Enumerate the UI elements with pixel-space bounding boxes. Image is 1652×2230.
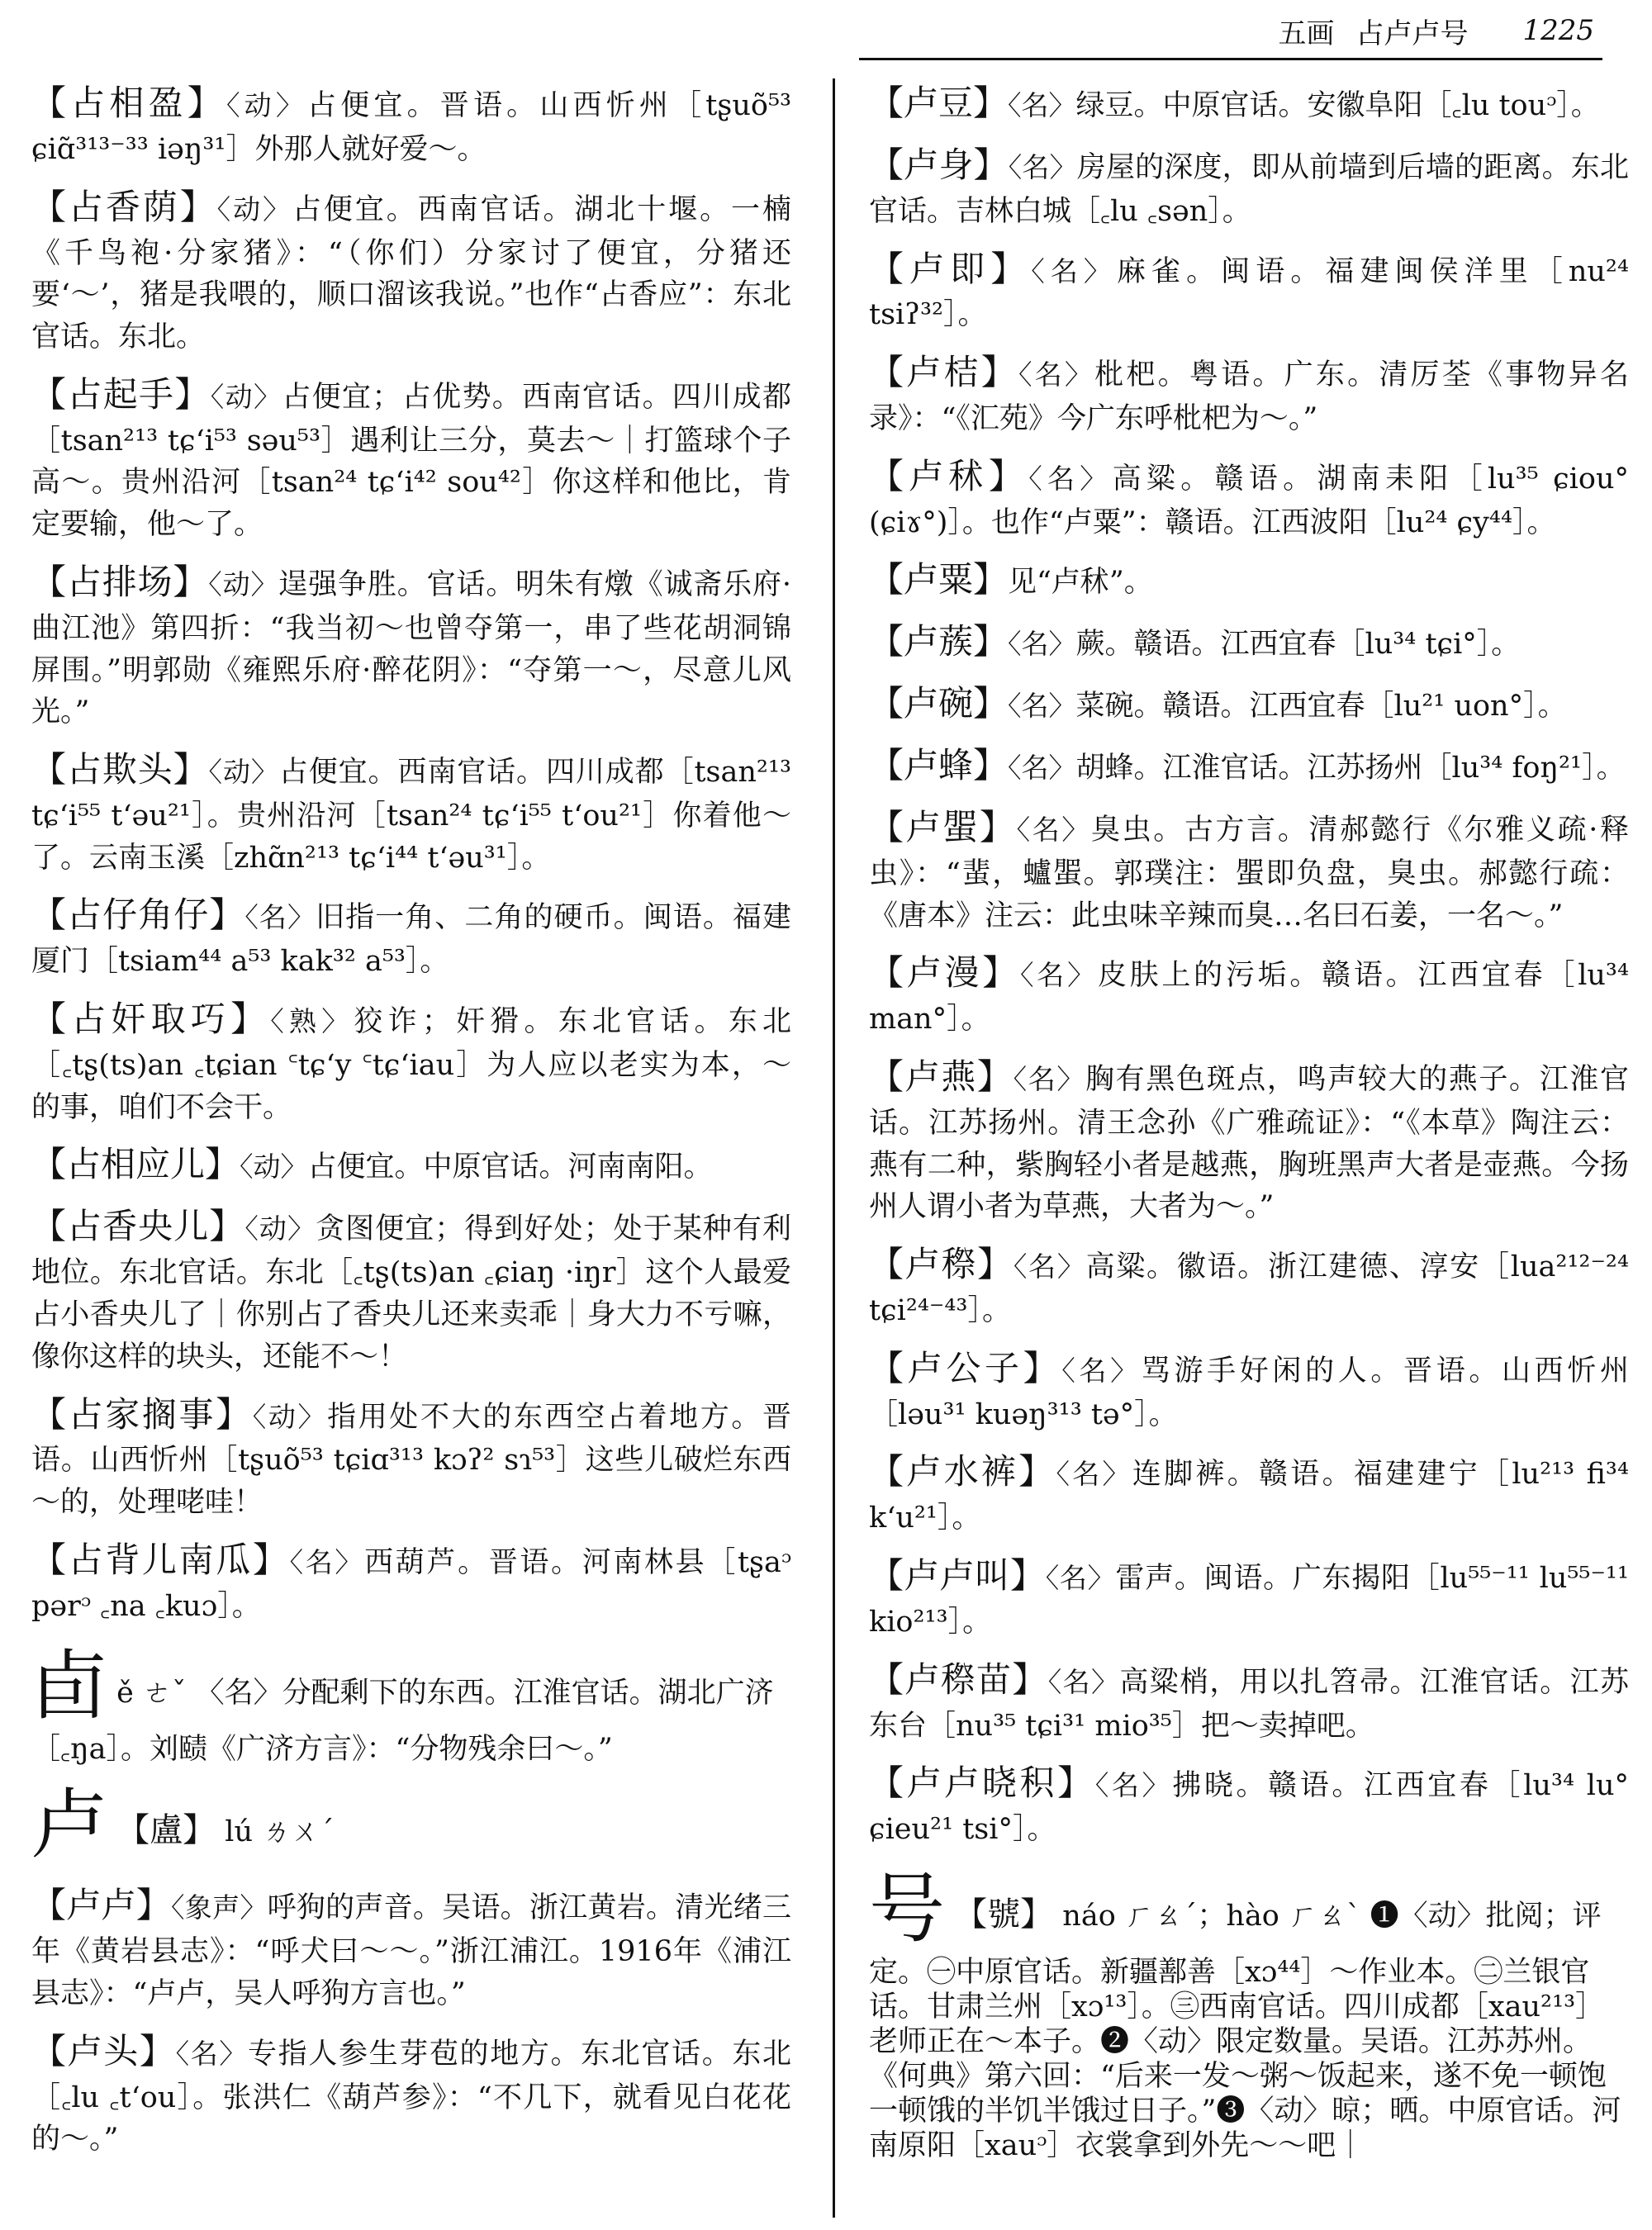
dictionary-entry [869,140,1629,233]
entry-pos: 〈名〉 [1013,1063,1086,1096]
dictionary-entry [31,1140,791,1190]
entry-definition: 旧指一角、二角的硬币。闽语。福建厦门［tsiam⁴⁴ a⁵³ kak³² a⁵³］。 [31,901,791,979]
entry-definition: 占便宜。西南官话。湖北十堰。一楠《千鸟袍·分家猪》：“（你们）分家讨了便宜，分猪还要‘～’，猪是我喂的，顺口溜该我说。”也作“占香应”：东北官话。东北。 [31,192,791,354]
radical-label: 占卢卢号 [1355,17,1469,50]
char-reading: náo ㄏㄠˊ；hào ㄏㄠˋ [1062,1900,1361,1933]
entry-definition: 占便宜。晋语。山西忻州［tʂuõ⁵³ ɕiɑ̃³¹³⁻³³ iəŋ³¹］外那人就好爱～。 [31,89,791,166]
entry-headword: 【卢卢】 [31,1885,172,1926]
entry-headword: 【卢卢叫】 [869,1555,1046,1597]
entry-headword: 【卢碗】 [869,683,1009,724]
entry-headword: 【卢卢晓积】 [869,1763,1095,1804]
entry-list [31,1881,791,2161]
entry-definition: 皮肤上的污垢。赣语。江西宜春［lu³⁴ man°］。 [869,959,1629,1037]
entry-pos: 〈动〉 [208,567,279,600]
page-header [1132,10,1594,51]
traditional-form: 【號】 [954,1896,1054,1934]
entry-definition: 雷声。闽语。广东揭阳［lu⁵⁵⁻¹¹ lu⁵⁵⁻¹¹ kio²¹³］。 [869,1562,1629,1639]
dictionary-entry [31,890,791,983]
entry-definition: 麻雀。闽语。福建闽侯洋里［nu²⁴ tsiʔ³²］。 [869,254,1629,332]
entry-definition: 蕨。赣语。江西宜春［lu³⁴ tɕi°］。 [1075,628,1521,662]
entry-definition: 高粱梢，用以扎笤帚。江淮官话。江苏东台［nu³⁵ tɕi³¹ mio³⁵］把～卖掉吧。 [869,1665,1629,1743]
entry-definition: 胸有黑色斑点，鸣声较大的燕子。江淮官话。江苏扬州。清王念孙《广雅疏证》：“《本草》陶注云：燕有二种，紫胸轻小者是越燕，胸班黑声大者是壶燕。今扬州人谓小者为草燕，大者为～。” [869,1063,1629,1224]
entry-definition: 骂游手好闲的人。晋语。山西忻州［ləu³¹ kuəŋ³¹³ tə°］。 [869,1354,1629,1431]
dictionary-entry [869,1655,1629,1748]
entry-pos: 〈熟〉 [270,1005,354,1038]
entry-definition: 拂晓。赣语。江西宜春［lu³⁴ lu° ɕieu²¹ tsi°］。 [869,1769,1629,1847]
char-heading [31,1641,791,1767]
entry-headword: 【卢水裤】 [869,1451,1056,1492]
dictionary-entry [31,745,791,879]
entry-definition: 占便宜。西南官话。四川成都［tsan²¹³ tɕʻi⁵⁵ tʻəu²¹］。贵州沿河［tsan²⁴ tɕʻi⁵⁵ tʻou²¹］你着他～了。云南玉溪［zhɑ̃n²¹³ tɕʻi⁴⁴ tʻəu³¹］。 [31,756,791,875]
dictionary-entry [869,1052,1629,1228]
entry-definition: 专指人参生芽苞的地方。东北官话。东北［꜀lu ꜀tʻou］。张洪仁《葫芦参》：“不几下，就看见白花花的～。” [31,2037,791,2156]
entry-pos: 〈名〉 [1008,690,1076,723]
dictionary-entry [869,78,1629,129]
entry-headword: 【占仔角仔】 [31,894,245,936]
dictionary-entry [31,1390,791,1524]
entry-headword: 【占家搁事】 [31,1393,253,1435]
traditional-form: 【盧】 [116,1810,216,1849]
page-number: 1225 [1522,14,1594,47]
entry-pos: 〈名〉 [1020,959,1098,992]
entry-pos: 〈名〉 [1031,254,1117,287]
entry-definition: 呼狗的声音。吴语。浙江黄岩。清光绪三年《黄岩县志》：“呼犬曰～～。”浙江浦江。1916年《浦江县志》：“卢卢，吴人呼狗方言也。” [31,1891,791,2010]
entry-headword: 【占香荫】 [31,186,217,227]
dictionary-entry [869,741,1629,791]
entry-headword: 【占奸取巧】 [31,999,271,1040]
entry-pos: 〈象声〉 [171,1891,268,1924]
dictionary-entry [31,183,791,358]
entry-headword: 【卢燕】 [869,1056,1014,1098]
entry-headword: 【卢秫】 [869,455,1029,496]
entry-headword: 【占相应儿】 [31,1144,240,1185]
entry-pos: 〈名〉 [1061,1354,1142,1387]
dictionary-entry [869,1447,1629,1540]
dictionary-entry [31,558,791,733]
dictionary-entry [869,244,1629,337]
entry-headword: 【卢蜂】 [869,745,1009,786]
entry-pos: 〈动〉 [225,89,308,121]
char-reading: ě ㄜˇ [116,1676,187,1710]
entry-headword: 【卢漫】 [869,952,1021,994]
dictionary-entry [869,1240,1629,1332]
entry-pos: 〈动〉 [216,192,292,225]
dictionary-entry [869,452,1629,544]
entry-pos: 〈名〉 [1047,1665,1120,1698]
entry-headword: 【卢桔】 [869,352,1018,393]
entry-pos: 〈名〉 [1008,752,1076,785]
entry-headword: 【卢粟】 [869,559,1009,600]
entry-headword: 【占起手】 [31,373,211,415]
dictionary-entry [869,1551,1629,1644]
dictionary-entry [869,617,1629,667]
head-char: 卢 [31,1780,108,1869]
entry-definition: 房屋的深度，即从前墙到后墙的距离。东北官话。吉林白城［꜀lu ꜀sən］。 [869,150,1629,228]
entry-headword: 【卢豆】 [869,83,1009,123]
head-char: 卣 [31,1641,108,1730]
dictionary-entry [31,1881,791,2014]
entry-pos: 〈动〉 [244,1212,316,1245]
entry-pos: 〈名〉 [1018,358,1095,391]
entry-headword: 【占背儿南瓜】 [31,1539,290,1580]
dictionary-entry [869,1344,1629,1436]
entry-definition: 胡蜂。江淮官话。江苏扬州［lu³⁴ foŋ²¹］。 [1075,752,1626,785]
entry-headword: 【卢蜰】 [869,807,1017,848]
dictionary-entry [869,803,1629,937]
entry-pos: 〈名〉 [1008,628,1076,661]
entry-pos: 〈名〉 [244,901,316,934]
dictionary-entry [869,679,1629,729]
entry-headword: 【卢头】 [31,2030,176,2071]
entry-definition: 西葫芦。晋语。河南林县［tʂaᵓ pərᵓ ꜀na ꜀kuɔ］。 [31,1545,791,1623]
entry-definition: 占便宜；占优势。西南官话。四川成都［tsan²¹³ tɕʻi⁵³ səu⁵³］遇利让三分，莫去～｜打篮球个子高～。贵州沿河［tsan²⁴ tɕʻi⁴² sou⁴²］你这样和他比，肯定要输，他～了。 [31,380,791,542]
entry-pos: 〈名〉 [1056,1458,1132,1491]
dictionary-entry [869,555,1629,605]
entry-headword: 【卢身】 [869,144,1009,185]
entry-definition: 连脚裤。赣语。福建建宁［lu²¹³ fi³⁴ kʻu²¹］。 [869,1458,1629,1535]
char-definition: ❶〈动〉批阅；评定。㊀中原官话。新疆鄯善［xɔ⁴⁴］～作业本。㊁兰银官话。甘肃兰州［xɔ¹³］。㊂西南官话。四川成都［xau²¹³］老师正在～本子。❷〈动〉限定数量。吴语。江苏苏州。《何典》第六回：“后来一发～粥～饭起来，遂不免一顿饱一顿饿的半饥半饿过日子。”❸〈动〉晾；晒。中原官话。河南原阳［xauᵓ］衣裳拿到外先～～吧｜ [869,1900,1621,2163]
dictionary-entry [31,1535,791,1628]
entry-headword: 【占欺头】 [31,749,209,790]
entry-definition: 臭虫。古方言。清郝懿行《尔雅义疏·释虫》：“蜚，蠦蜰。郭璞注：蜰即负盘，臭虫。郝懿行疏：《唐本》注云：此虫味辛辣而臭…名曰石姜，一名～。” [869,814,1629,932]
char-heading [869,1864,1629,2163]
dictionary-entry [31,78,791,171]
entry-definition: 高粱。徽语。浙江建德、淳安［lua²¹²⁻²⁴ tɕi²⁴⁻⁴³］。 [869,1250,1629,1328]
entry-pos: 〈名〉 [175,2037,249,2070]
entry-headword: 【卢穄】 [869,1244,1014,1285]
header-rule [859,58,1602,60]
entry-pos: 〈动〉 [210,380,282,413]
entry-pos: 〈名〉 [289,1545,365,1578]
entry-pos: 〈名〉 [1094,1769,1173,1802]
left-column [31,78,791,2218]
head-char: 号 [869,1865,946,1954]
entry-pos: 〈名〉 [1028,462,1113,495]
char-reading: lú ㄌㄨˊ [225,1815,335,1848]
entry-definition: 绿豆。中原官话。安徽阜阳［꜀lu touᵓ］。 [1075,89,1600,122]
entry-definition: 占便宜。中原官话。河南南阳。 [307,1151,713,1184]
entry-pos: 〈动〉 [208,756,279,789]
entry-headword: 【卢穄苗】 [869,1658,1048,1700]
entry-headword: 【占排场】 [31,561,209,602]
right-column [869,78,1629,2218]
char-heading [31,1780,791,1871]
entry-pos: 〈名〉 [1045,1562,1116,1595]
dictionary-entry [31,370,791,546]
dictionary-entry [31,2027,791,2161]
entry-definition: 逞强争胜。官话。明朱有燉《诚斋乐府·曲江池》第四折：“我当初～也曾夺第一，串了些花胡洞锦屏围。”明郭勋《雍熙乐府·醉花阴》：“夺第一～，尽意儿风光。” [31,567,791,729]
entry-headword: 【占香央儿】 [31,1206,245,1247]
dictionary-entry [869,948,1629,1041]
dictionary-entry [869,1758,1629,1851]
entry-pos: 〈动〉 [240,1151,308,1184]
entry-pos: 〈名〉 [1013,1250,1086,1283]
entry-headword: 【卢公子】 [869,1347,1062,1388]
entry-pos: 〈名〉 [1016,814,1091,847]
entry-definition: 菜碗。赣语。江西宜春［lu²¹ uon°］。 [1075,690,1567,724]
entry-definition: 见“卢秫”。 [1008,566,1153,600]
entry-definition: 狡诈；奸猾。东北官话。东北［꜀tʂ(ts)an ꜀tɕian ꜂tɕʻy ꜂tɕʻiau］为人应以老实为本，～的事，咱们不会干。 [31,1005,791,1124]
dictionary-entry [869,348,1629,440]
char-pos: 〈名〉 [195,1676,282,1710]
entry-definition: 贪图便宜；得到好处；处于某种有利地位。东北官话。东北［꜀tʂ(ts)an ꜀ɕiaŋ ·iŋr］这个人最爱占小香央儿了｜你别占了香央儿还来卖乖｜身大力不亏嘛，像你这样的块头，还能不～！ [31,1212,791,1374]
entry-pos: 〈动〉 [252,1400,328,1433]
entry-list [31,78,791,1628]
entry-headword: 【占相盈】 [31,83,226,123]
section-label: 五画 [1278,17,1335,50]
entry-definition: 高粱。赣语。湖南耒阳［lu³⁵ ɕiou°(ɕiɤ°)］。也作“卢粟”：赣语。江西波阳［lu²⁴ ɕy⁴⁴］。 [869,462,1629,539]
entry-definition: 指用处不大的东西空占着地方。晋语。山西忻州［tʂuõ⁵³ tɕiɑ³¹³ kɔʔ² sɿ⁵³］这些儿破烂东西～的，处理咾哇！ [31,1400,791,1520]
char-definition: 分配剩下的东西。江淮官话。湖北广济［꜀ŋa］。刘赜《广济方言》：“分物残余曰～。” [31,1676,774,1766]
column-divider [833,78,835,2218]
dictionary-entry [31,994,791,1128]
entry-list [869,78,1629,1851]
entry-headword: 【卢蔟】 [869,621,1009,662]
entry-pos: 〈名〉 [1008,150,1077,183]
dictionary-entry [31,1202,791,1378]
entry-definition: 枇杷。粤语。广东。清厉荃《事物异名录》：“《汇苑》今广东呼枇杷为～。” [869,358,1629,436]
entry-pos: 〈名〉 [1008,89,1076,121]
entry-headword: 【卢即】 [869,248,1032,289]
